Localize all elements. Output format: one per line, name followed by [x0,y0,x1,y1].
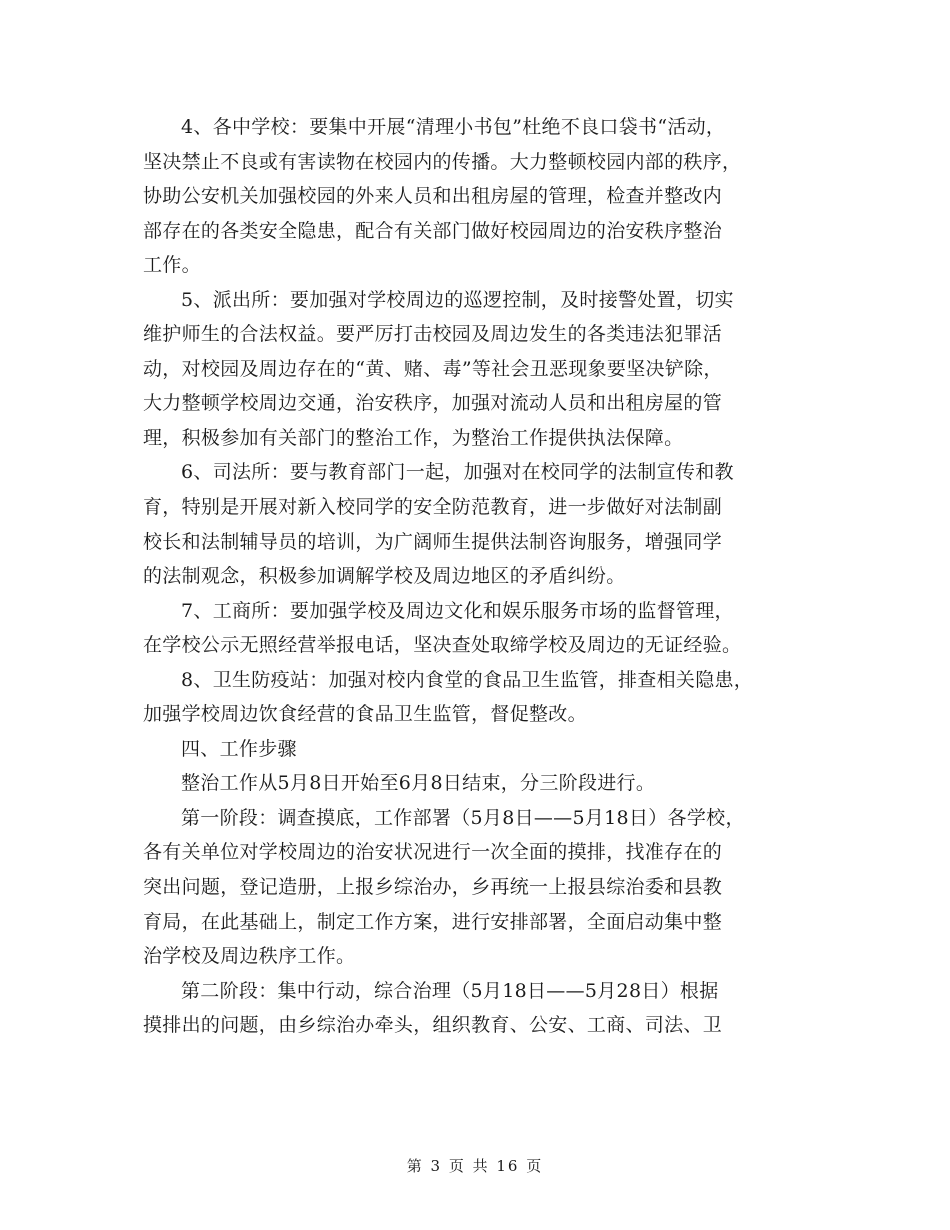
paragraph-line: 坚决禁止不良或有害读物在校园内的传播。大力整顿校园内部的秩序， [143,150,742,173]
paragraph-line: 动，对校园及周边存在的“黄、赌、毒”等社会丑恶现象要坚决铲除， [143,357,723,380]
paragraph-line: 的法制观念，积极参加调解学校及周边地区的矛盾纠纷。 [143,565,626,588]
paragraph-line: 突出问题，登记造册，上报乡综治办，乡再统一上报县综治委和县教 [143,876,723,899]
paragraph-line: 校长和法制辅导员的培训，为广阔师生提供法制咨询服务，增强同学 [143,530,723,553]
paragraph-line: 第一阶段：调查摸底，工作部署（5月8日——5月18日）各学校， [181,806,745,829]
paragraph-line: 部存在的各类安全隐患，配合有关部门做好校园周边的治安秩序整治 [143,219,723,242]
paragraph-line: 5、派出所：要加强对学校周边的巡逻控制，及时接警处置，切实 [181,288,734,311]
paragraph-line: 6、司法所：要与教育部门一起，加强对在校同学的法制宣传和教 [181,461,734,484]
paragraph-line: 理，积极参加有关部门的整治工作，为整治工作提供执法保障。 [143,426,684,449]
paragraph-line: 4、各中学校：要集中开展“清理小书包”杜绝不良口袋书“活动， [181,116,726,138]
paragraph-line: 大力整顿学校周边交通，治安秩序，加强对流动人员和出租房屋的管 [143,392,723,415]
paragraph-line: 维护师生的合法权益。要严厉打击校园及周边发生的各类违法犯罪活 [143,323,723,346]
paragraph-line: 育局，在此基础上，制定工作方案，进行安排部署，全面启动集中整 [143,910,723,933]
body-text [143,110,843,1043]
page-number-footer: 第 3 页 共 16 页 [406,1157,544,1175]
paragraph-line: 在学校公示无照经营举报电话，坚决查处取缔学校及周边的无证经验。 [143,634,742,657]
paragraph-line: 7、工商所：要加强学校及周边文化和娱乐服务市场的监督管理， [181,599,734,622]
section-heading: 四、工作步骤 [181,737,297,760]
paragraph-line: 整治工作从5月8日开始至6月8日结束，分三阶段进行。 [181,772,656,795]
paragraph-line: 各有关单位对学校周边的治安状况进行一次全面的摸排，找准存在的 [143,841,723,864]
paragraph-line: 第二阶段：集中行动，综合治理（5月18日——5月28日）根据 [181,979,719,1002]
paragraph-line: 加强学校周边饮食经营的食品卫生监管，督促整改。 [143,703,587,726]
paragraph-line: 工作。 [143,254,201,277]
paragraph-line: 摸排出的问题，由乡综治办牵头，组织教育、公安、工商、司法、卫 [143,1014,723,1037]
paragraph-line: 治学校及周边秩序工作。 [143,945,356,968]
paragraph-line: 8、卫生防疫站：加强对校内食堂的食品卫生监管，排查相关隐患， [181,668,754,691]
paragraph-line: 育，特别是开展对新入校同学的安全防范教育，进一步做好对法制副 [143,496,723,519]
paragraph-line: 协助公安机关加强校园的外来人员和出租房屋的管理，检查并整改内 [143,185,723,208]
